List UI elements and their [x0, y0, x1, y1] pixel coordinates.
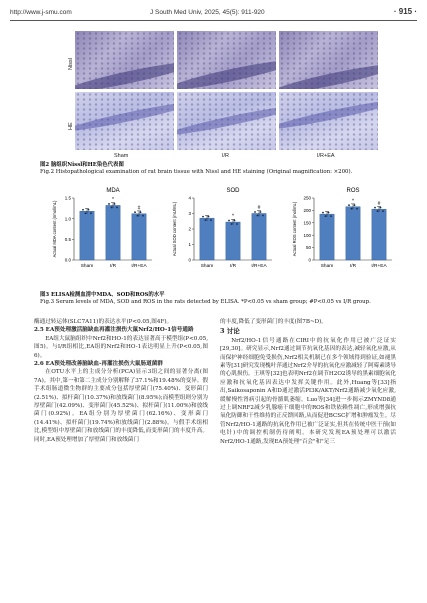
sod-data-point — [257, 215, 259, 217]
sod-x-tick-label: Sham — [200, 264, 214, 269]
left-column — [34, 318, 208, 444]
mda-data-point — [82, 209, 84, 211]
mda-x-tick-label: I/R+EA — [131, 264, 147, 269]
ros-y-tick-label: 150 — [303, 220, 311, 226]
section-heading-2-5: 2.5 EA预处理激活脑缺血再灌注损伤大鼠Nrf2/HO-1信号通路 — [34, 327, 194, 334]
mda-significance-mark: * — [112, 197, 114, 204]
section-heading-3: 3 讨论 — [220, 327, 240, 336]
sod-y-axis-label: Actual SOD content (mU/mL) — [172, 201, 177, 257]
nissl-ir-image — [177, 31, 276, 89]
journal-url: http://www.j-smu.com — [10, 9, 72, 16]
mda-data-point — [108, 203, 110, 205]
ros-x-tick-label: Sham — [320, 264, 334, 269]
sod-data-point — [202, 216, 204, 218]
sod-chart-title: SOD — [226, 188, 240, 194]
ros-data-point — [348, 204, 350, 206]
page-number: · 915 · — [393, 7, 417, 16]
col-label-ir-ea: I/R+EA — [317, 153, 335, 159]
paragraph: 在OTU水平上的主成分分析(PCA)显示3组之间的显著分离(图7A)。其中,第一和第二主成分分别解释了37.1%和19.48%的变异。假手术组肠道微生物群的主要成分包括厚壁菌门(75.40%)、变形菌门(2.51%)、拟杆菌门(10.37%)和放线菌门(8.95%);而模型组则分别为厚壁菌门(42.09%)、变形菌门(45.52%)、拟杆菌门(11.00%)和放线菌门(0.92%)。EA组分别为厚壁菌门(62.16%)、变形菌门(14.41%)、拟杆菌门(19.74%)和放线菌门(2.88%)。与假手术组相比,模型组中厚壁菌门和放线菌门的丰度降低,而变形菌门的丰度升高。同时,EA预处理增加了厚壁菌门和放线菌门 — [34, 369, 208, 443]
mda-bar — [106, 205, 120, 260]
ros-y-axis-label: Actual ROS content (mol/mL) — [292, 201, 297, 257]
sod-y-tick-label: 4 — [188, 195, 191, 201]
ros-data-point — [354, 204, 356, 206]
mda-significance-mark: # — [137, 205, 141, 212]
ros-data-point — [380, 207, 382, 209]
ros-y-tick-label: 0 — [308, 257, 311, 263]
mda-data-point — [88, 209, 90, 211]
ros-data-point — [382, 210, 384, 212]
sod-significance-mark: # — [257, 205, 261, 212]
mda-data-point — [140, 211, 142, 213]
ros-data-point — [330, 215, 332, 217]
mda-data-point — [116, 207, 118, 209]
sod-data-point — [262, 215, 264, 217]
sod-bar — [226, 222, 240, 260]
sod-x-tick-label: I/R+EA — [251, 264, 267, 269]
mda-y-axis-label: Actual MDA content (nmol/mL) — [52, 200, 57, 258]
ros-significance-mark: # — [377, 200, 381, 207]
nissl-ir-ea-image — [279, 31, 378, 89]
ros-data-point — [351, 208, 353, 210]
ros-bar — [372, 209, 386, 260]
mda-x-tick-label: Sham — [80, 264, 94, 269]
figure-3-caption-cn: 图3 ELISA检测血清中MDA、SOD和ROS的水平 — [40, 292, 165, 298]
sod-significance-mark: * — [232, 213, 234, 220]
sod-data-point — [234, 220, 236, 222]
ros-data-point — [322, 212, 324, 214]
col-label-sham: Sham — [114, 153, 129, 159]
sod-data-point — [260, 211, 262, 213]
sod-y-tick-label: 1 — [188, 242, 191, 248]
ros-y-tick-label: 100 — [303, 232, 311, 238]
he-sham-image — [75, 92, 174, 150]
mda-y-tick-label: 0.5 — [64, 236, 71, 242]
row-label-he: HE — [68, 122, 74, 130]
sod-y-tick-label: 3 — [188, 211, 191, 217]
ros-y-tick-label: 250 — [303, 195, 311, 201]
sod-bar — [200, 218, 214, 260]
mda-y-tick-label: 1.0 — [64, 216, 71, 222]
col-label-ir: I/R — [222, 153, 230, 159]
sod-bar — [252, 214, 266, 261]
nissl-sham-image — [75, 31, 174, 89]
paragraph: 酶通过转运体(SLC7A11)的表达水平(P<0.05,图4F)。 — [34, 319, 173, 325]
mda-y-tick-label: 1.5 — [64, 195, 71, 201]
sod-data-point — [210, 219, 212, 221]
mda-bar — [80, 211, 94, 260]
figure-3-charts — [38, 184, 398, 284]
mda-data-point — [90, 212, 92, 214]
sod-data-point — [236, 223, 238, 225]
mda-data-point — [137, 215, 139, 217]
ros-data-point — [377, 210, 379, 212]
mda-y-tick-label: 0.0 — [64, 257, 71, 263]
sod-y-tick-label: 2 — [188, 226, 191, 232]
figure-3-caption-en: Fig.3 Serum levels of MDA, SOD and ROS in the rats detected by ELISA. *P<0.05 vs sham group; #P<0.05 vs I/R group. — [40, 299, 371, 305]
ros-chart-title: ROS — [346, 188, 360, 194]
ros-data-point — [356, 208, 358, 210]
sod-data-point — [208, 216, 210, 218]
ros-bar — [346, 207, 360, 260]
paragraph: 的丰度,降低了变形菌门的丰度(图7B~D)。 — [220, 319, 327, 325]
header-rule — [10, 20, 417, 21]
ros-x-tick-label: I/R+EA — [371, 264, 387, 269]
figure-2-caption-cn: 图2 脑组织Nissl和HE染色代表图 — [40, 162, 124, 168]
figure-3-caption — [40, 292, 371, 306]
ros-data-point — [328, 212, 330, 214]
journal-citation: J South Med Univ, 2025, 45(5): 911-920 — [150, 9, 265, 16]
ros-y-tick-label: 200 — [303, 208, 311, 213]
sod-data-point — [205, 219, 207, 221]
mda-data-point — [114, 203, 116, 205]
mda-bar — [132, 214, 146, 260]
running-header — [10, 6, 417, 20]
figure-2-caption — [40, 162, 352, 176]
row-label-nissl: Nissl — [68, 58, 74, 70]
figure-2-caption-en: Fig.2 Histopathological examination of rat brain tissue with Nissl and HE staining (Original magnification: ×200). — [40, 169, 353, 175]
mda-data-point — [142, 215, 144, 217]
he-ir-ea-image — [279, 92, 378, 150]
sod-data-point — [231, 223, 233, 225]
ros-x-tick-label: I/R — [349, 264, 357, 269]
mda-data-point — [111, 207, 113, 209]
paragraph: Nrf2/HO-1信号通路在CIRI中的抗氧化作用已被广泛证实[29,30]。研究显示,Nrf2通过调节抗氧化基因的表达,减轻氧化应激,从而保护神经细胞免受损伤,Nrf2相关机制已在多个领域得到验证,如褪黑素等[31]研究发现槐叶萍通过Nrf2介导的抗氧化应激减轻了阿霉素诱导的心肌损伤。王琪等[32]也表明Nrf2在调节H2O2诱导的黑素细胞氧化应激和抗氧化基因表达中发挥关键作用。此外,Huang等[33]指出,Saikosaponin A和D通过激活PI3K/AKT/Nrf2通路减少氧化应激,缓解慢性肾病引起的骨骼肌萎缩。Luo等[34]进一步揭示ZMYND8通过上调NRF2减少乳腺癌干细胞中的ROS和铁依赖性凋亡,形成增强抗氧化防御和干性维持的正反馈回路,从而促进BCSC扩增和肿瘤发生。尽管Nrf2/HO-1通路的抗氧化作用已被广泛证实,但其在传统中医干预(如电针)中的调控机制仍待阐明。本研究发现EA预处理可以激活Nrf2/HO-1通路,发现EA预处理"百会"和"足三 — [220, 337, 396, 445]
paragraph: EA组大鼠脑组织中Nrf2和HO-1的表达显著高于模型组(P<0.05,图5)。与I/R组相比,EA组的Nrf2和HO-1表达明显上升(P<0.05,图6)。 — [34, 335, 208, 359]
ros-significance-mark: * — [352, 198, 354, 205]
mda-data-point — [85, 212, 87, 214]
ros-data-point — [325, 215, 327, 217]
mda-x-tick-label: I/R — [109, 264, 117, 269]
section-heading-2-6: 2.6 EA预处理改善脑缺血-再灌注损伤大鼠肠道菌群 — [34, 361, 163, 368]
mda-data-point — [134, 211, 136, 213]
sod-y-tick-label: 0 — [188, 257, 191, 263]
sod-x-tick-label: I/R — [229, 264, 237, 269]
ros-y-tick-label: 50 — [305, 245, 311, 251]
sod-data-point — [228, 220, 230, 222]
he-ir-image — [177, 92, 276, 150]
mda-chart-title: MDA — [106, 188, 120, 194]
ros-data-point — [374, 207, 376, 209]
ros-bar — [320, 214, 334, 260]
right-column — [220, 318, 396, 446]
sod-data-point — [254, 211, 256, 213]
